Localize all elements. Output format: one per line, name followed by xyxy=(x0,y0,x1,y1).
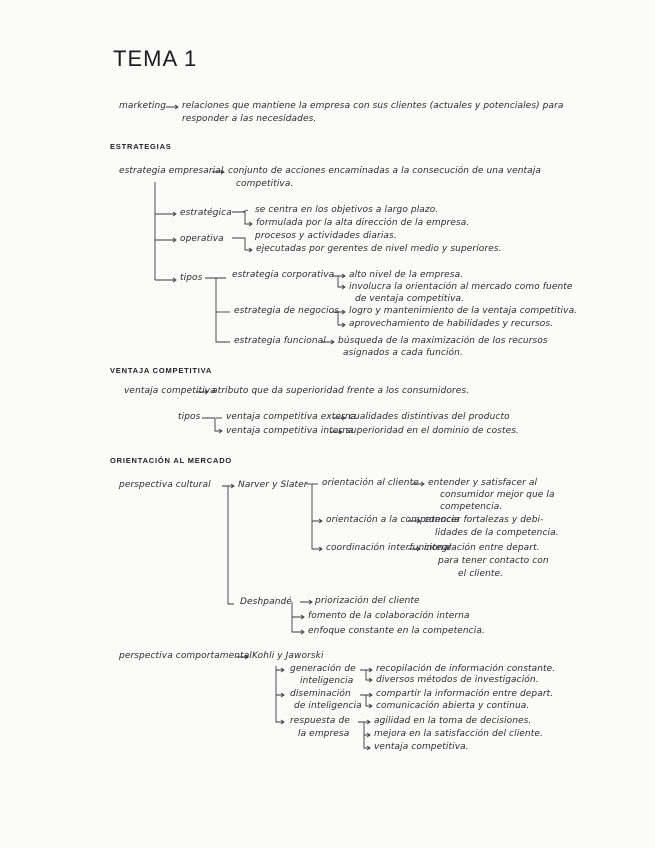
estrategia-empresarial-def2: competitiva. xyxy=(236,179,294,189)
estrategia-corporativa: estrategia corporativa xyxy=(232,270,335,280)
section-heading-estrategias: ESTRATEGIAS xyxy=(110,142,172,151)
coordinacion-def1: integración entre depart. xyxy=(424,543,540,553)
orientacion-cliente-def1: entender y satisfacer al xyxy=(428,478,538,488)
negocios-item1: logro y mantenimiento de la ventaja competitiva. xyxy=(349,306,578,316)
funcional-item1a: búsqueda de la maximización de los recursos xyxy=(338,336,548,346)
funcional-item1b: asignados a cada función. xyxy=(343,348,463,358)
corporativa-item1: alto nivel de la empresa. xyxy=(349,270,464,280)
generacion-item1: recopilación de información constante. xyxy=(376,664,556,674)
estrategica-item2: formulada por la alta dirección de la empresa. xyxy=(256,218,470,228)
estrategia-empresarial-def1: conjunto de acciones encaminadas a la consecución de una ventaja xyxy=(228,166,541,176)
respuesta-item2: mejora en la satisfacción del cliente. xyxy=(374,729,543,739)
ventaja-interna-def: superioridad en el dominio de costes. xyxy=(346,426,519,436)
orientacion-cliente-def3: competencia. xyxy=(440,502,503,512)
diseminacion-item2: comunicación abierta y continua. xyxy=(376,701,530,711)
orientacion-cliente-def2: consumidor mejor que la xyxy=(440,490,555,500)
perspectiva-cultural: perspectiva cultural xyxy=(119,480,211,490)
coordinacion-def2: para tener contacto con xyxy=(438,556,549,566)
respuesta-empresa-b: la empresa xyxy=(298,729,350,739)
respuesta-item1: agilidad en la toma de decisiones. xyxy=(374,716,532,726)
orientacion-cliente: orientación al cliente xyxy=(322,478,419,488)
generacion-inteligencia-a: generación de xyxy=(290,664,356,674)
orientacion-competencia-def1: conocer fortalezas y debi- xyxy=(424,515,544,525)
narver-slater: Narver y Slater xyxy=(238,480,308,490)
intro-definition-line1: relaciones que mantiene la empresa con sus clientes (actuales y potenciales) para xyxy=(182,101,564,111)
diseminacion-b: de inteligencia xyxy=(294,701,362,711)
page-title: TEMA 1 xyxy=(113,46,198,71)
estrategia-funcional: estrategia funcional xyxy=(234,336,326,346)
respuesta-empresa-a: respuesta de xyxy=(290,716,350,726)
ventaja-competitiva-def: atributo que da superioridad frente a los consumidores. xyxy=(212,386,470,396)
deshpande-item2: fomento de la colaboración interna xyxy=(308,611,470,621)
corporativa-item2a: involucra la orientación al mercado como fuente xyxy=(349,282,573,292)
operativa-item2: ejecutadas por gerentes de nivel medio y superiores. xyxy=(256,244,502,254)
estrategia-negocios: estrategia de negocios xyxy=(234,306,340,316)
corporativa-item2b: de ventaja competitiva. xyxy=(355,294,465,304)
section-heading-orientacion: ORIENTACIÓN AL MERCADO xyxy=(110,456,233,465)
ventaja-tipos-label: tipos xyxy=(178,412,201,422)
generacion-item2: diversos métodos de investigación. xyxy=(376,675,539,685)
intro-definition-line2: responder a las necesidades. xyxy=(182,114,317,124)
estrategica-item1: se centra en los objetivos a largo plazo. xyxy=(255,205,439,215)
section-heading-ventaja: VENTAJA COMPETITIVA xyxy=(110,366,213,375)
coordinacion-def3: el cliente. xyxy=(458,569,504,579)
respuesta-item3: ventaja competitiva. xyxy=(374,742,469,752)
operativa-item1: procesos y actividades diarias. xyxy=(255,231,397,241)
kohli-jaworski: Kohli y Jaworski xyxy=(252,651,324,661)
diseminacion-item1: compartir la información entre depart. xyxy=(376,689,554,699)
intro-term: marketing xyxy=(119,101,167,111)
ventaja-interna: ventaja competitiva interna xyxy=(226,426,354,436)
estrategica-label: estratégica xyxy=(180,208,232,218)
estrategia-empresarial: estrategia empresarial xyxy=(119,166,224,176)
perspectiva-comportamental: perspectiva comportamental xyxy=(119,651,252,661)
deshpande: Deshpandé xyxy=(240,597,292,607)
negocios-item2: aprovechamiento de habilidades y recursos. xyxy=(349,319,554,329)
generacion-inteligencia-b: inteligencia xyxy=(300,676,354,686)
orientacion-competencia-def2: lidades de la competencia. xyxy=(435,528,559,538)
orientacion-competencia: orientación a la competencia xyxy=(326,515,460,525)
tipos-label: tipos xyxy=(180,273,203,283)
ventaja-externa: ventaja competitiva externa xyxy=(226,412,357,422)
coordinacion-interfuncional: coordinación interfuncional xyxy=(326,543,452,553)
ventaja-externa-def: cualidades distintivas del producto xyxy=(349,412,510,422)
ventaja-competitiva: ventaja competitiva xyxy=(124,386,216,396)
operativa-label: operativa xyxy=(180,234,224,244)
diseminacion-a: diseminación xyxy=(290,689,351,699)
deshpande-item3: enfoque constante en la competencia. xyxy=(308,626,485,636)
deshpande-item1: priorización del cliente xyxy=(315,596,420,606)
